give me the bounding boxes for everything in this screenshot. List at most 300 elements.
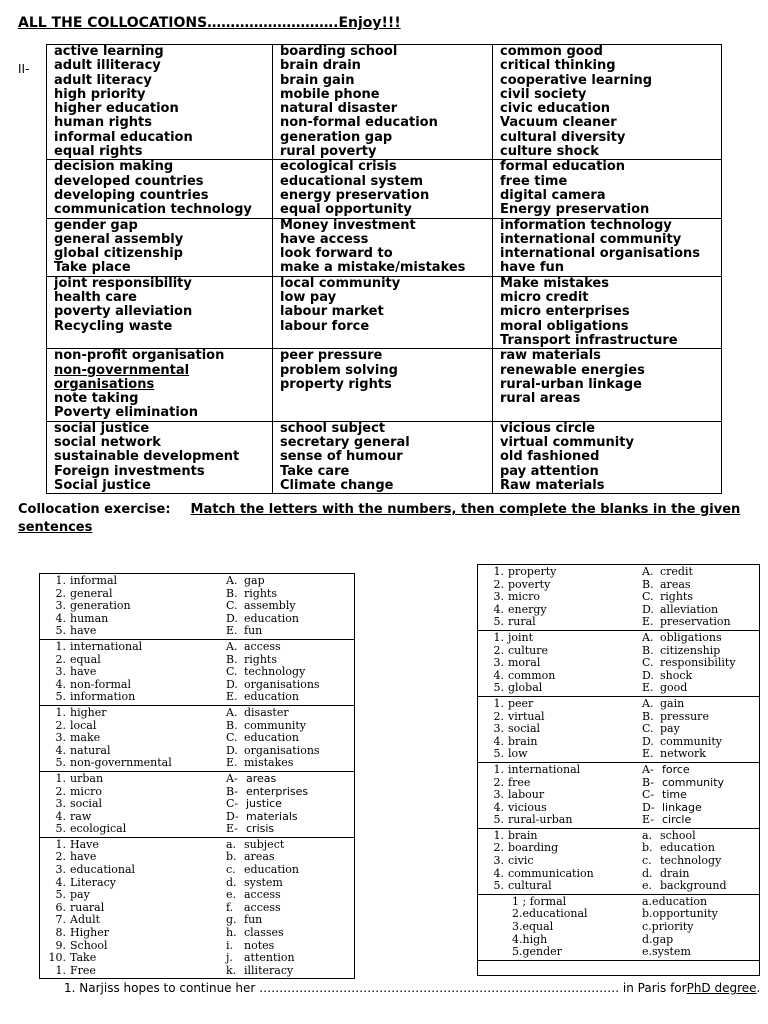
collocation-row (47, 421, 722, 493)
exercise-words-cell (40, 639, 221, 705)
exercise-word-item (40, 889, 220, 902)
collocation-cell (493, 349, 722, 421)
item-number: 1. (55, 964, 66, 977)
collocation-item: Take place (54, 261, 131, 276)
item-letter: C. (226, 666, 238, 679)
item-word: make (70, 732, 101, 745)
item-letter: B. (642, 710, 654, 723)
item-word: global (508, 682, 543, 695)
exercise-word-item (40, 786, 220, 799)
item-letter: B. (642, 578, 654, 591)
collocation-item: high priority (54, 87, 146, 102)
item-number: 2. (493, 578, 504, 591)
item-letter: B. (642, 644, 654, 657)
exercise-match-item (220, 773, 354, 786)
exercise-word-item (478, 723, 636, 736)
item-letter: B- (642, 776, 655, 789)
item-letter: f. (226, 901, 234, 914)
exercise-matches-cell (636, 565, 760, 631)
item-number: 8. (55, 927, 66, 940)
item-word: free (508, 776, 531, 789)
item-match: gain (660, 697, 685, 710)
item-word: international (508, 763, 581, 776)
item-word: common (508, 669, 556, 682)
plain-word-item: 3.equal (512, 921, 554, 934)
collocation-cell (493, 218, 722, 276)
exercise-match-item (636, 736, 759, 749)
exercise-match-item (636, 579, 759, 592)
collocation-item: higher education (54, 102, 179, 117)
item-word: have (70, 625, 97, 638)
exercise-group (40, 771, 355, 837)
exercise-word-item (478, 657, 636, 670)
exercise-match-item (220, 823, 354, 836)
item-word: rural-urban (508, 814, 573, 827)
item-word: generation (70, 600, 131, 613)
item-letter: B. (226, 587, 238, 600)
item-word: poverty (508, 578, 551, 591)
exercise-word-item (40, 902, 220, 915)
collocation-cell (273, 160, 493, 218)
item-match: attention (244, 952, 295, 965)
item-letter: E. (642, 616, 654, 629)
exercise-match-item (636, 830, 759, 843)
exercise-matches-cell (636, 894, 760, 960)
exercise-match-item (636, 604, 759, 617)
item-word: vicious (508, 801, 547, 814)
item-number: 1. (55, 772, 66, 785)
exercise-word-item (478, 604, 636, 617)
sentence-1 (64, 981, 760, 995)
collocation-item: labour force (280, 319, 370, 334)
plain-word-item: 1 ; formal (512, 895, 567, 908)
item-word: equal (70, 653, 101, 666)
item-match: background (660, 880, 727, 893)
item-match: disaster (244, 706, 289, 719)
item-match: alleviation (660, 603, 719, 616)
item-number: 3. (55, 732, 66, 745)
collocation-item: brain drain (280, 59, 361, 74)
exercise-word-item (40, 732, 220, 745)
item-word: School (70, 939, 108, 952)
item-letter: E. (226, 625, 238, 638)
item-number: 3. (55, 798, 66, 811)
collocation-item: formal education (500, 160, 626, 175)
exercise-word-item (478, 802, 636, 815)
collocation-item: digital camera (500, 188, 606, 203)
item-word: Higher (70, 927, 110, 940)
item-match: materials (246, 810, 298, 823)
item-letter: E. (226, 691, 238, 704)
collocation-row (47, 276, 722, 348)
item-word: raw (70, 810, 92, 823)
item-match: gap (244, 575, 265, 587)
collocation-item: decision making (54, 160, 174, 175)
exercise-match-item (220, 798, 354, 811)
collocation-item: international community (500, 232, 682, 247)
exercise-matches-cell (220, 574, 355, 640)
item-match: responsibility (660, 657, 736, 670)
item-number: 2. (55, 851, 66, 864)
item-number: 5. (55, 691, 66, 704)
item-match: technology (244, 666, 306, 679)
collocation-cell (273, 421, 493, 493)
collocation-item: developing countries (54, 188, 209, 203)
item-match: good (660, 682, 688, 695)
collocation-item: educational system (280, 174, 423, 189)
exercise-group (478, 696, 760, 762)
exercise-match-item (636, 682, 759, 695)
item-word: non-formal (70, 678, 131, 691)
item-match: access (244, 889, 281, 902)
item-number: 2. (493, 644, 504, 657)
collocation-item: have access (280, 232, 369, 247)
item-number: 4. (55, 612, 66, 625)
collocation-item: active learning (54, 45, 164, 59)
exercise-word-item (478, 566, 636, 579)
item-match: areas (660, 578, 691, 591)
item-letter: A. (642, 697, 654, 710)
collocation-item: micro enterprises (500, 305, 630, 320)
item-match: linkage (662, 801, 702, 814)
exercise-words-cell (40, 837, 221, 979)
collocation-item: Social justice (54, 478, 151, 493)
exercise-match-item (220, 877, 354, 890)
collocation-item: note taking (54, 392, 139, 407)
exercise-match-item (220, 927, 354, 940)
item-match: rights (244, 587, 277, 600)
collocation-item: equal opportunity (280, 203, 412, 218)
item-letter: E. (226, 757, 238, 770)
collocation-cell (273, 45, 493, 160)
collocation-item: culture shock (500, 145, 599, 160)
item-letter: A. (226, 575, 238, 587)
item-word: moral (508, 657, 541, 670)
item-number: 4. (55, 678, 66, 691)
item-letter: h. (226, 927, 237, 940)
plain-word-item: 4.high (512, 933, 548, 946)
item-number: 5. (493, 682, 504, 695)
exercise-word-item (40, 927, 220, 940)
item-match: notes (244, 939, 275, 952)
item-letter: A. (226, 706, 238, 719)
exercise-group (478, 762, 760, 828)
collocation-item: make a mistake/mistakes (280, 261, 466, 276)
collocation-item: vicious circle (500, 421, 596, 436)
item-number: 4. (493, 669, 504, 682)
collocation-item: adult illiteracy (54, 59, 161, 74)
exercise-word-item (40, 851, 220, 864)
exercise-match-item (220, 641, 354, 654)
item-number: 1. (55, 706, 66, 719)
item-match: illiteracy (244, 964, 294, 977)
collocation-item: poverty alleviation (54, 305, 193, 320)
collocation-item: energy preservation (280, 188, 430, 203)
exercise-match-item (220, 691, 354, 704)
item-letter: E- (226, 823, 238, 836)
collocations-table (46, 44, 722, 494)
exercise-match-item (636, 880, 759, 893)
collocation-item: boarding school (280, 45, 398, 59)
exercise-word-item (478, 814, 636, 827)
exercise-group (478, 828, 760, 894)
item-number: 1. (493, 763, 504, 776)
item-word: non-governmental (70, 757, 172, 770)
item-number: 3. (55, 600, 66, 613)
item-word: boarding (508, 842, 559, 855)
exercise-match-item (636, 723, 759, 736)
exercise-match-item (220, 666, 354, 679)
item-word: pay (70, 889, 90, 902)
collocation-item: Vacuum cleaner (500, 116, 617, 131)
exercise-match-item (636, 645, 759, 658)
exercise-word-item (478, 855, 636, 868)
item-number: 6. (55, 901, 66, 914)
exercise-matches-cell (220, 771, 355, 837)
exercise-match-item (220, 600, 354, 613)
exercise-word-item (478, 842, 636, 855)
section-label: II- (18, 62, 30, 76)
exercise-word-item (40, 679, 220, 692)
collocation-item: non-governmental (54, 363, 190, 378)
sentence-1-end: . (756, 981, 761, 995)
item-match: citizenship (660, 644, 721, 657)
item-match: areas (246, 772, 277, 785)
item-word: labour (508, 789, 545, 802)
exercise-match-item (636, 670, 759, 683)
exercise-match-item (220, 811, 354, 824)
item-match: network (660, 748, 706, 761)
item-letter: A- (642, 763, 654, 776)
exercise-match-item (220, 625, 354, 638)
exercise-match-item (220, 902, 354, 915)
item-number: 2. (493, 842, 504, 855)
collocation-cell (47, 349, 273, 421)
collocation-item: informal education (54, 130, 193, 145)
item-match: community (660, 735, 722, 748)
plain-match-item: a.education (642, 895, 708, 908)
item-number: 1. (55, 640, 66, 653)
plain-word-item: 2.educational (512, 908, 588, 921)
collocation-cell (47, 276, 273, 348)
item-word: communication (508, 867, 594, 880)
left-exercise-table (39, 573, 355, 979)
collocation-cell (47, 421, 273, 493)
collocation-cell (47, 45, 273, 160)
collocation-item: mobile phone (280, 87, 380, 102)
exercise-match-item (636, 698, 759, 711)
exercise-match-item (636, 591, 759, 604)
sentence-1-text: 1. Narjiss hopes to continue her ……………………………………………………………………………… in Paris for (64, 981, 687, 995)
collocation-item: equal rights (54, 145, 143, 160)
plain-match-item: b.opportunity (642, 908, 718, 921)
exercise-word-item (40, 600, 220, 613)
item-number: 5. (55, 757, 66, 770)
collocation-item: social network (54, 436, 161, 451)
item-number: 3. (493, 723, 504, 736)
exercise-word-item (478, 645, 636, 658)
collocation-item: rural-urban linkage (500, 377, 642, 392)
exercise-words-cell (40, 705, 221, 771)
sentence-1-underlined: PhD degree (686, 981, 757, 995)
exercise-match-item (636, 632, 759, 645)
item-match: access (244, 640, 281, 653)
item-match: pressure (660, 710, 709, 723)
collocation-item: Make mistakes (500, 276, 609, 291)
exercise-match-item (636, 842, 759, 855)
exercise-match-item (636, 764, 759, 777)
item-number: 1. (493, 566, 504, 578)
collocation-cell (493, 160, 722, 218)
item-match: fun (244, 625, 263, 638)
exercise-word-item (40, 613, 220, 626)
collocation-item: Money investment (280, 218, 416, 233)
collocation-item: health care (54, 291, 138, 306)
item-match: community (662, 776, 725, 789)
collocation-row (47, 45, 722, 160)
item-letter: B. (226, 653, 238, 666)
exercise-matches-cell (220, 837, 355, 979)
item-match: rights (244, 653, 277, 666)
exercise-match-item (636, 814, 759, 827)
exercise-word-item (478, 698, 636, 711)
exercise-word-item (40, 823, 220, 836)
exercise-word-item (40, 588, 220, 601)
collocation-item: Recycling waste (54, 319, 173, 334)
item-number: 2. (493, 776, 504, 789)
item-match: circle (662, 814, 692, 827)
exercise-empty-row (478, 960, 760, 975)
item-letter: D. (642, 735, 654, 748)
collocation-item: critical thinking (500, 59, 616, 74)
exercise-match-item (220, 757, 354, 770)
exercise-match-item (220, 707, 354, 720)
exercise-match-item (220, 914, 354, 927)
collocation-row (47, 218, 722, 276)
item-word: micro (508, 591, 540, 604)
collocation-item: Climate change (280, 478, 394, 493)
collocation-item: pay attention (500, 464, 599, 479)
item-letter: e. (642, 880, 653, 893)
item-word: international (70, 640, 143, 653)
exercise-match-item (636, 789, 759, 802)
empty-cell (478, 960, 637, 975)
item-number: 2. (493, 710, 504, 723)
collocation-item: cooperative learning (500, 73, 653, 88)
item-letter: j. (226, 952, 233, 965)
exercise-words-cell (478, 696, 637, 762)
exercise-match-item (636, 616, 759, 629)
item-letter: c. (226, 864, 236, 877)
item-number: 1. (493, 631, 504, 644)
collocation-item: Energy preservation (500, 203, 650, 218)
item-word: brain (508, 829, 538, 842)
exercise-match-item (220, 732, 354, 745)
exercise-word-item (40, 757, 220, 770)
item-match: credit (660, 566, 693, 578)
item-word: ruaral (70, 901, 105, 914)
item-match: subject (244, 838, 285, 851)
item-number: 5. (55, 625, 66, 638)
item-word: joint (508, 631, 534, 644)
item-number: 2. (55, 587, 66, 600)
item-word: Take (70, 952, 97, 965)
item-number: 4. (55, 810, 66, 823)
item-match: enterprises (246, 785, 309, 798)
item-letter: a. (642, 829, 653, 842)
exercise-match-item (220, 745, 354, 758)
item-word: energy (508, 603, 547, 616)
exercise-match-item (220, 679, 354, 692)
plain-match-item: c.priority (642, 921, 694, 934)
collocation-item: human rights (54, 116, 152, 131)
exercise-matches-cell (636, 828, 760, 894)
exercise-word-item (40, 641, 220, 654)
item-letter: B- (226, 785, 239, 798)
collocation-item: property rights (280, 377, 392, 392)
item-letter: C. (642, 657, 654, 670)
plain-match-item: e.system (642, 946, 691, 959)
item-match: classes (244, 927, 284, 940)
item-letter: b. (226, 851, 237, 864)
item-number: 1. (55, 575, 66, 587)
collocation-item: free time (500, 174, 568, 189)
empty-cell (636, 960, 760, 975)
item-word: urban (70, 772, 104, 785)
item-letter: A- (226, 772, 238, 785)
item-number: 3. (493, 855, 504, 868)
exercise-word-item (478, 789, 636, 802)
item-number: 3. (493, 591, 504, 604)
item-word: ecological (70, 823, 127, 836)
exercise-word-item (40, 914, 220, 927)
item-letter: C. (226, 732, 238, 745)
collocation-item: global citizenship (54, 247, 183, 262)
item-word: culture (508, 644, 549, 657)
item-word: property (508, 566, 557, 578)
item-word: Adult (70, 914, 101, 927)
collocation-item: joint responsibility (54, 276, 192, 291)
item-match: assembly (244, 600, 296, 613)
collocation-item: international organisations (500, 247, 701, 262)
item-match: school (660, 829, 696, 842)
exercise-word-item (478, 830, 636, 843)
exercise-group (478, 565, 760, 631)
collocation-item: labour market (280, 305, 384, 320)
exercise-word-item (40, 654, 220, 667)
item-match: education (244, 691, 299, 704)
exercise-match-item (636, 566, 759, 579)
item-word: Have (70, 838, 99, 851)
exercise-words-cell (40, 574, 221, 640)
item-number: 10. (48, 952, 66, 965)
collocation-item: renewable energies (500, 363, 645, 378)
item-number: 3. (55, 666, 66, 679)
exercise-match-item (636, 777, 759, 790)
collocation-item: natural disaster (280, 102, 398, 117)
item-number: 5. (493, 748, 504, 761)
collocation-item: low pay (280, 291, 337, 306)
item-match: education (244, 864, 299, 877)
exercise-word-item (478, 632, 636, 645)
item-match: mistakes (244, 757, 294, 770)
item-word: information (70, 691, 136, 704)
item-letter: D. (226, 678, 238, 691)
exercise-word-item (478, 591, 636, 604)
collocation-cell (493, 45, 722, 160)
item-word: have (70, 666, 97, 679)
collocation-row (47, 349, 722, 421)
